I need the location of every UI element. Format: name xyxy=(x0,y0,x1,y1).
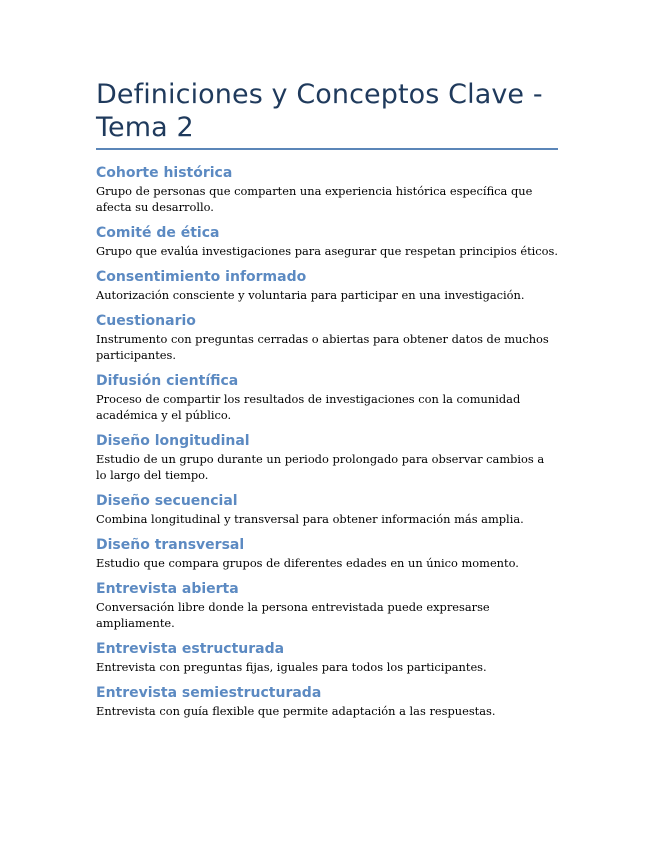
definition-entry xyxy=(96,225,558,259)
definition-text: Estudio de un grupo durante un periodo prolongado para observar cambios a lo largo del tiempo. xyxy=(96,452,545,482)
definition-term: Cohorte histórica xyxy=(96,165,233,181)
definition-entry xyxy=(96,373,558,423)
definition-text: Grupo de personas que comparten una experiencia histórica específica que afecta su desarrollo. xyxy=(96,184,533,214)
definition-term: Difusión científica xyxy=(96,373,239,389)
definition-entry xyxy=(96,581,558,631)
definition-entry xyxy=(96,433,558,483)
definition-term: Entrevista semiestructurada xyxy=(96,685,322,701)
definition-entry xyxy=(96,641,558,675)
document-page xyxy=(96,78,558,729)
definition-entry xyxy=(96,313,558,363)
definition-text: Entrevista con guía flexible que permite adaptación a las respuestas. xyxy=(96,704,496,718)
definition-term: Diseño transversal xyxy=(96,537,245,553)
definition-term: Comité de ética xyxy=(96,225,220,241)
definition-term: Consentimiento informado xyxy=(96,269,307,285)
page-title: Definiciones y Conceptos Clave - Tema 2 xyxy=(96,78,558,150)
definition-entry xyxy=(96,685,558,719)
definition-text: Autorización consciente y voluntaria para participar en una investigación. xyxy=(96,288,525,302)
definition-entry xyxy=(96,493,558,527)
definition-text: Combina longitudinal y transversal para obtener información más amplia. xyxy=(96,512,524,526)
definition-text: Proceso de compartir los resultados de investigaciones con la comunidad académica y el público. xyxy=(96,392,521,422)
definition-text: Conversación libre donde la persona entrevistada puede expresarse ampliamente. xyxy=(96,600,490,630)
definition-text: Entrevista con preguntas fijas, iguales para todos los participantes. xyxy=(96,660,487,674)
definition-term: Diseño longitudinal xyxy=(96,433,250,449)
definition-term: Entrevista estructurada xyxy=(96,641,285,657)
definition-term: Entrevista abierta xyxy=(96,581,239,597)
definition-term: Diseño secuencial xyxy=(96,493,238,509)
definition-entry xyxy=(96,269,558,303)
definition-text: Estudio que compara grupos de diferentes edades en un único momento. xyxy=(96,556,519,570)
definition-entry xyxy=(96,537,558,571)
definition-text: Instrumento con preguntas cerradas o abiertas para obtener datos de muchos participantes. xyxy=(96,332,549,362)
definition-list xyxy=(96,165,558,719)
definition-term: Cuestionario xyxy=(96,313,196,329)
definition-text: Grupo que evalúa investigaciones para asegurar que respetan principios éticos. xyxy=(96,244,559,258)
definition-entry xyxy=(96,165,558,215)
